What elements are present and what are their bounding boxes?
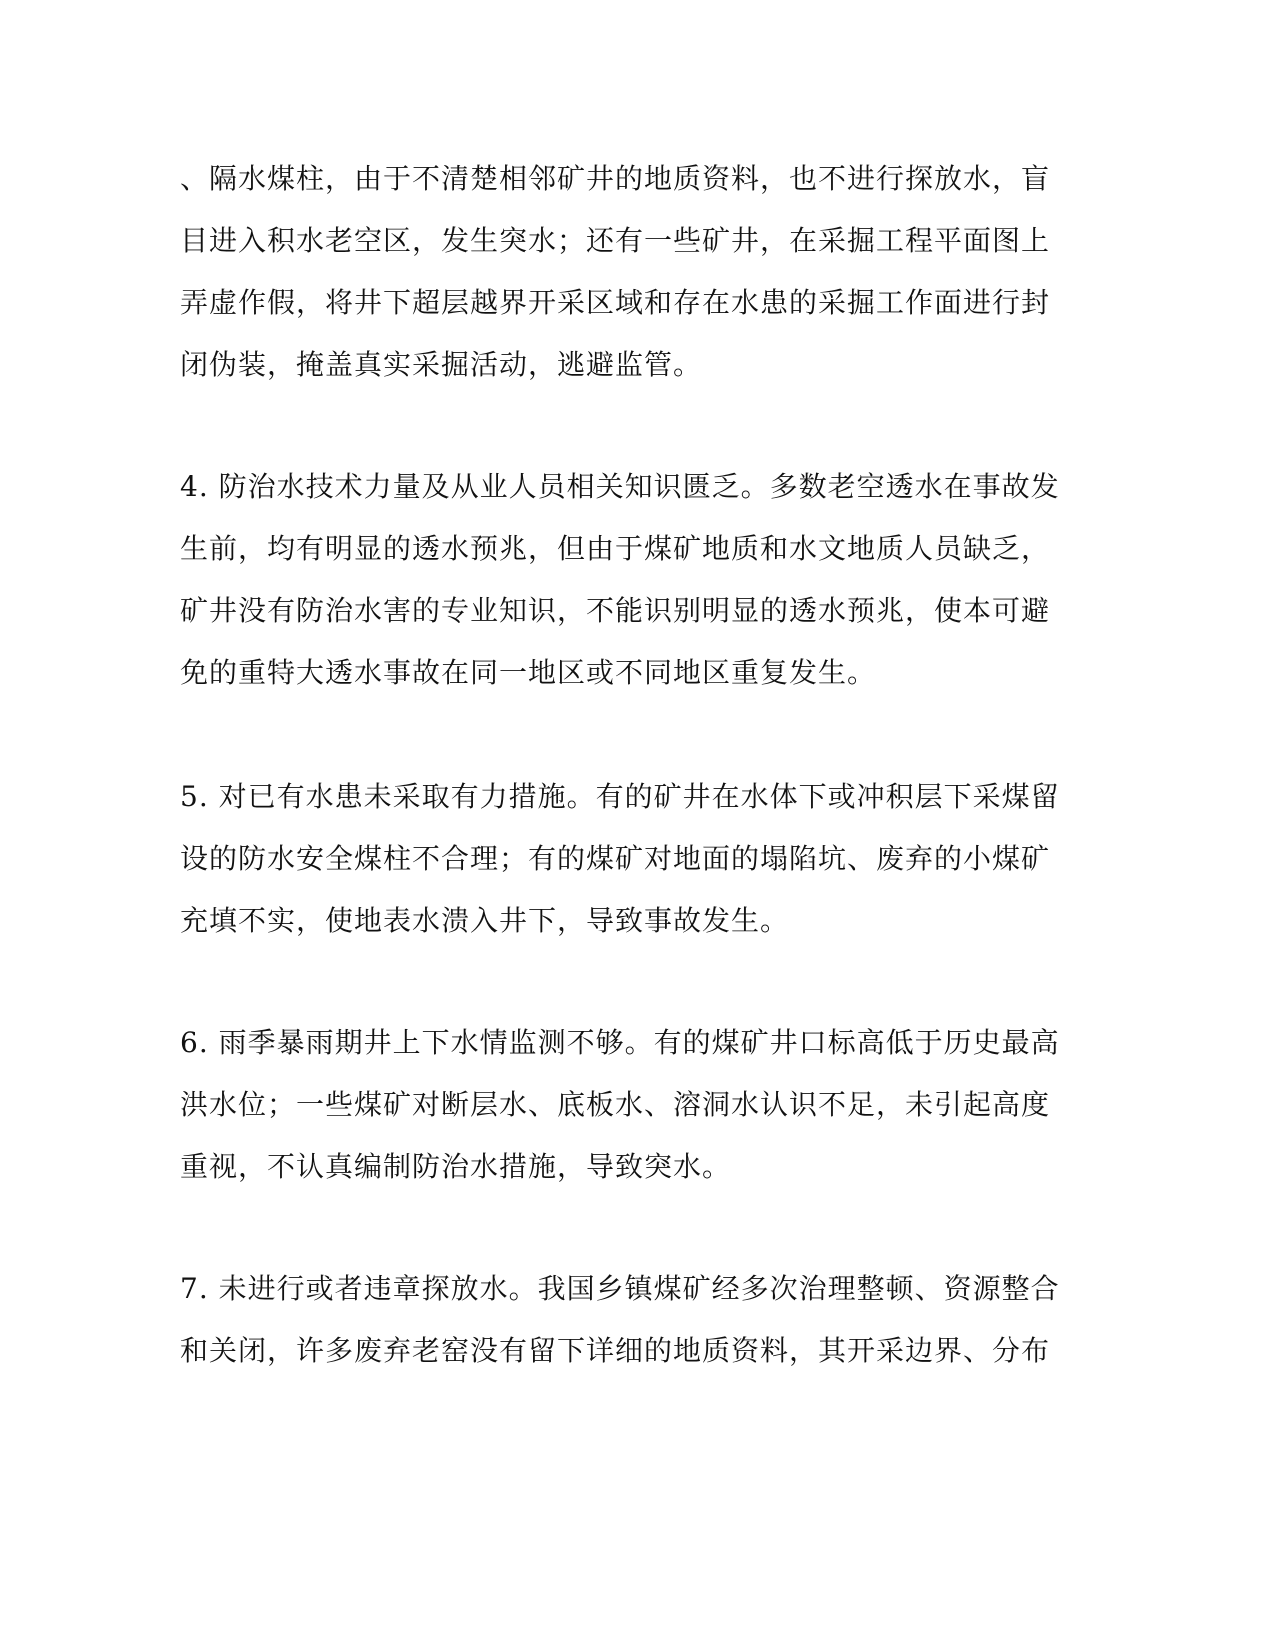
text-line: 和关闭，许多废弃老窑没有留下详细的地质资料，其开采边界、分布 [180, 1334, 1051, 1367]
text-line: 、隔水煤柱，由于不清楚相邻矿井的地质资料，也不进行探放水，盲 [180, 162, 1051, 195]
text-line: 5. 对已有水患未采取有力措施。有的矿井在水体下或冲积层下采煤留 [180, 780, 1060, 813]
text-line: 生前，均有明显的透水预兆，但由于煤矿地质和水文地质人员缺乏， [180, 532, 1051, 565]
text-line: 免的重特大透水事故在同一地区或不同地区重复发生。 [180, 656, 877, 689]
text-line: 6. 雨季暴雨期井上下水情监测不够。有的煤矿井口标高低于历史最高 [180, 1026, 1060, 1059]
paragraph-item-5 [180, 766, 1060, 952]
text-line: 目进入积水老空区，发生突水；还有一些矿井，在采掘工程平面图上 [180, 224, 1051, 257]
text-line: 矿井没有防治水害的专业知识，不能识别明显的透水预兆，使本可避 [180, 594, 1051, 627]
text-line: 弄虚作假，将井下超层越界开采区域和存在水患的采掘工作面进行封 [180, 286, 1051, 319]
text-line: 充填不实，使地表水溃入井下，导致事故发生。 [180, 904, 790, 937]
text-line: 4. 防治水技术力量及从业人员相关知识匮乏。多数老空透水在事故发 [180, 470, 1060, 503]
paragraph-item-7 [180, 1258, 1060, 1382]
text-line: 设的防水安全煤柱不合理；有的煤矿对地面的塌陷坑、废弃的小煤矿 [180, 842, 1051, 875]
text-line: 洪水位；一些煤矿对断层水、底板水、溶洞水认识不足，未引起高度 [180, 1088, 1051, 1121]
paragraph-item-6 [180, 1012, 1060, 1198]
text-line: 闭伪装，掩盖真实采掘活动，逃避监管。 [180, 348, 703, 381]
text-line: 7. 未进行或者违章探放水。我国乡镇煤矿经多次治理整顿、资源整合 [180, 1272, 1060, 1305]
paragraph-continuation [180, 148, 1060, 396]
text-line: 重视，不认真编制防治水措施，导致突水。 [180, 1150, 732, 1183]
paragraph-item-4 [180, 456, 1060, 704]
